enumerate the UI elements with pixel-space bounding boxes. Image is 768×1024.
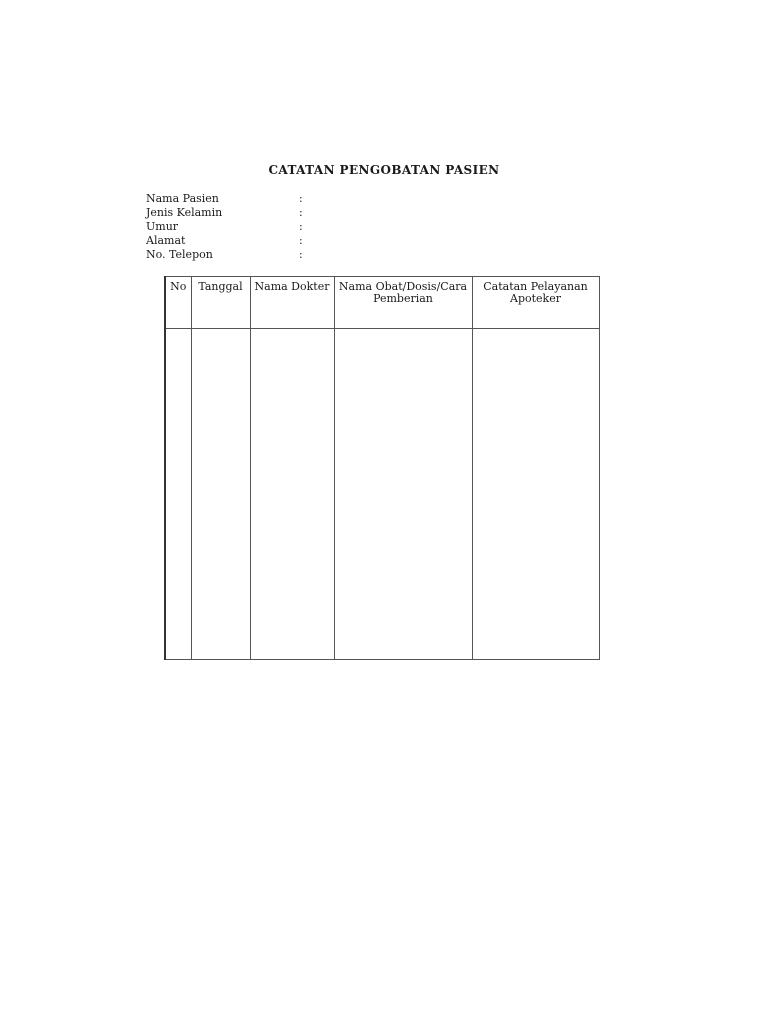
medication-record-table	[164, 276, 600, 660]
table-header-row	[165, 277, 599, 329]
field-separator: :	[299, 220, 303, 233]
field-separator: :	[299, 192, 303, 205]
patient-age-row	[146, 220, 309, 234]
column-header-medication: Nama Obat/Dosis/Cara Pemberian	[334, 277, 472, 329]
column-header-date: Tanggal	[191, 277, 250, 329]
patient-address-row	[146, 234, 309, 248]
column-header-doctor: Nama Dokter	[250, 277, 334, 329]
patient-name-label: Nama Pasien	[146, 192, 219, 205]
field-separator: :	[299, 234, 303, 247]
patient-address-label: Alamat	[146, 234, 186, 247]
patient-age-label: Umur	[146, 220, 179, 233]
page-title: CATATAN PENGOBATAN PASIEN	[268, 163, 500, 177]
table-cell	[165, 329, 191, 660]
patient-gender-row	[146, 206, 309, 220]
column-header-no: No	[165, 277, 191, 329]
field-separator: :	[299, 206, 303, 219]
table-cell	[472, 329, 599, 660]
column-header-pharmacist-notes: Catatan Pelayanan Apoteker	[472, 277, 599, 329]
table-cell	[334, 329, 472, 660]
table-cell	[250, 329, 334, 660]
patient-gender-label: Jenis Kelamin	[146, 206, 223, 219]
field-separator: :	[299, 248, 303, 261]
table-row	[165, 329, 599, 660]
patient-phone-row	[146, 248, 309, 262]
patient-name-row	[146, 192, 309, 206]
patient-info	[146, 192, 309, 262]
patient-phone-label: No. Telepon	[146, 248, 213, 261]
table-cell	[191, 329, 250, 660]
